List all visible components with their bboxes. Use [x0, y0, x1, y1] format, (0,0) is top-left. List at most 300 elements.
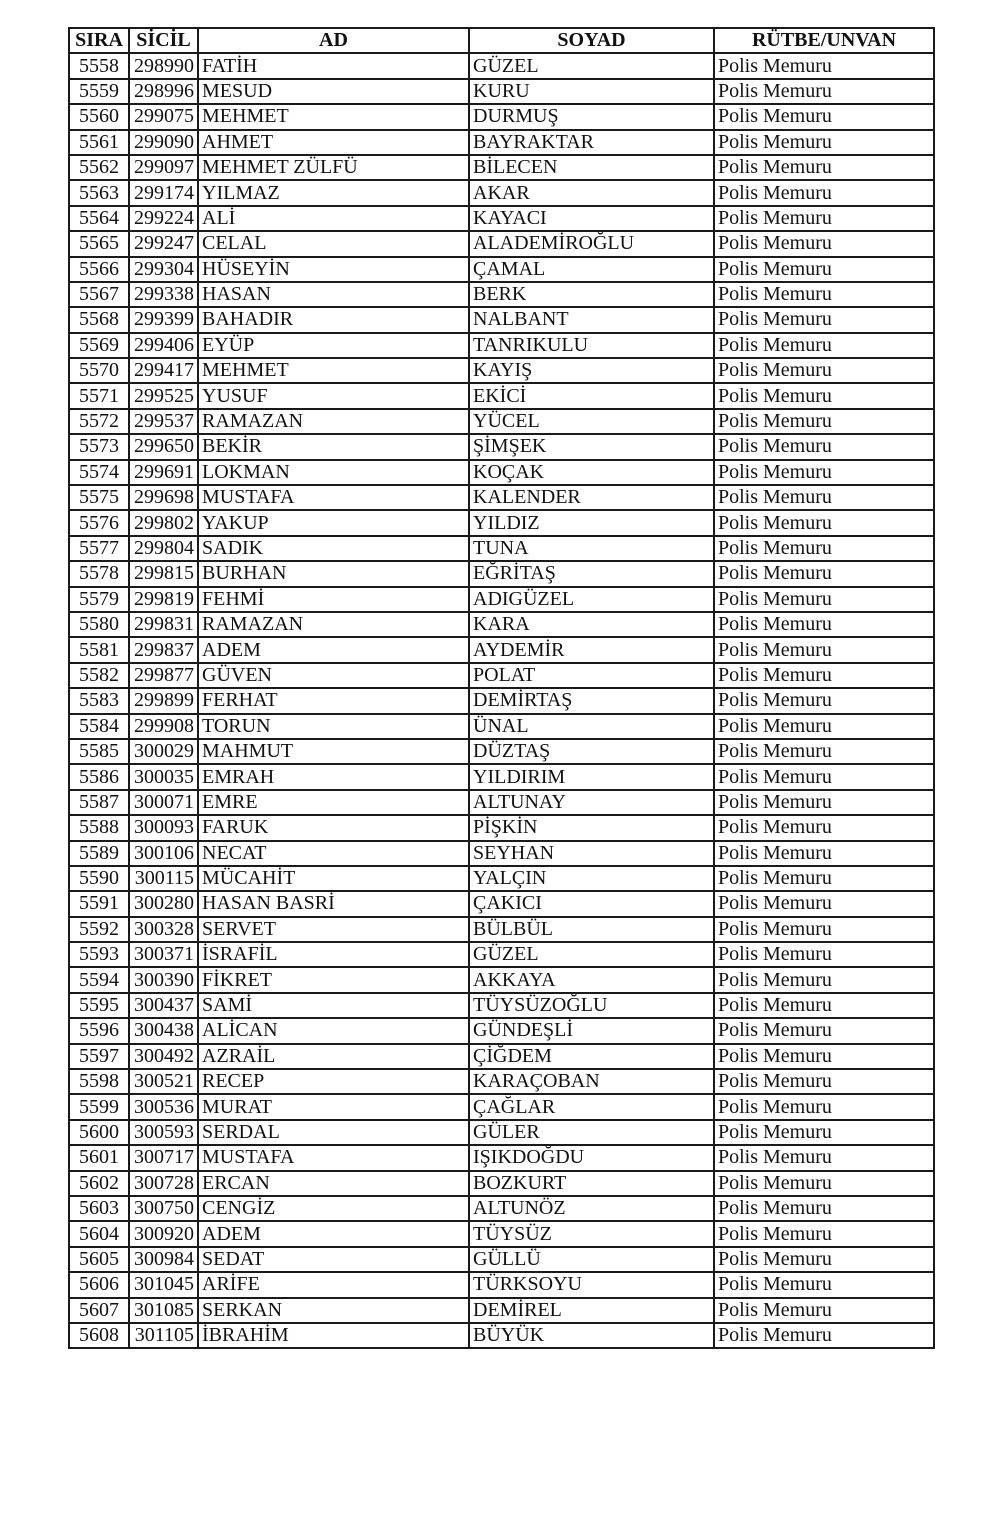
table-row [69, 688, 934, 713]
cell-rutbe: Polis Memuru [714, 358, 934, 383]
cell-sira: 5593 [69, 942, 129, 967]
table-row [69, 587, 934, 612]
cell-soyad: ÇAĞLAR [469, 1094, 714, 1119]
cell-sira: 5590 [69, 866, 129, 891]
cell-soyad: KALENDER [469, 485, 714, 510]
cell-soyad: BOZKURT [469, 1171, 714, 1196]
cell-sicil: 300093 [129, 815, 198, 840]
cell-sira: 5572 [69, 409, 129, 434]
cell-soyad: DURMUŞ [469, 104, 714, 129]
cell-soyad: YILDIRIM [469, 764, 714, 789]
cell-sicil: 300328 [129, 917, 198, 942]
cell-sira: 5603 [69, 1196, 129, 1221]
cell-sicil: 299804 [129, 536, 198, 561]
cell-ad: AHMET [198, 130, 469, 155]
cell-sira: 5584 [69, 714, 129, 739]
cell-soyad: DÜZTAŞ [469, 739, 714, 764]
cell-soyad: NALBANT [469, 307, 714, 332]
table-body [69, 53, 934, 1348]
cell-ad: MUSTAFA [198, 485, 469, 510]
cell-ad: ADEM [198, 637, 469, 662]
cell-sira: 5581 [69, 637, 129, 662]
cell-soyad: EKİCİ [469, 383, 714, 408]
cell-sira: 5561 [69, 130, 129, 155]
table-row [69, 612, 934, 637]
table-row [69, 917, 934, 942]
cell-ad: SERDAL [198, 1120, 469, 1145]
table-row [69, 891, 934, 916]
table-row [69, 79, 934, 104]
cell-rutbe: Polis Memuru [714, 1298, 934, 1323]
cell-rutbe: Polis Memuru [714, 1323, 934, 1348]
table-row [69, 358, 934, 383]
table-row [69, 790, 934, 815]
cell-sicil: 300437 [129, 993, 198, 1018]
cell-rutbe: Polis Memuru [714, 764, 934, 789]
cell-rutbe: Polis Memuru [714, 383, 934, 408]
cell-ad: ADEM [198, 1221, 469, 1246]
cell-ad: BURHAN [198, 561, 469, 586]
table-row [69, 1145, 934, 1170]
cell-soyad: DEMİREL [469, 1298, 714, 1323]
cell-soyad: TÜYSÜZ [469, 1221, 714, 1246]
cell-rutbe: Polis Memuru [714, 130, 934, 155]
cell-sicil: 300521 [129, 1069, 198, 1094]
cell-soyad: TANRIKULU [469, 333, 714, 358]
cell-sira: 5599 [69, 1094, 129, 1119]
cell-rutbe: Polis Memuru [714, 561, 934, 586]
cell-ad: İBRAHİM [198, 1323, 469, 1348]
cell-sira: 5602 [69, 1171, 129, 1196]
header-ad: AD [198, 28, 469, 53]
cell-sira: 5582 [69, 663, 129, 688]
cell-rutbe: Polis Memuru [714, 1018, 934, 1043]
table-row [69, 231, 934, 256]
table-row [69, 1221, 934, 1246]
cell-sicil: 300071 [129, 790, 198, 815]
cell-sicil: 299174 [129, 180, 198, 205]
table-row [69, 307, 934, 332]
cell-rutbe: Polis Memuru [714, 587, 934, 612]
cell-soyad: GÜLLÜ [469, 1247, 714, 1272]
cell-rutbe: Polis Memuru [714, 257, 934, 282]
table-row [69, 383, 934, 408]
cell-sicil: 298990 [129, 53, 198, 78]
table-row [69, 104, 934, 129]
cell-soyad: BÜLBÜL [469, 917, 714, 942]
cell-sicil: 300492 [129, 1044, 198, 1069]
cell-ad: AZRAİL [198, 1044, 469, 1069]
cell-ad: EYÜP [198, 333, 469, 358]
cell-soyad: DEMİRTAŞ [469, 688, 714, 713]
table-row [69, 993, 934, 1018]
table-row [69, 257, 934, 282]
cell-sicil: 299899 [129, 688, 198, 713]
cell-sira: 5604 [69, 1221, 129, 1246]
cell-sira: 5605 [69, 1247, 129, 1272]
cell-ad: BEKİR [198, 434, 469, 459]
cell-rutbe: Polis Memuru [714, 231, 934, 256]
cell-sira: 5570 [69, 358, 129, 383]
cell-sicil: 300750 [129, 1196, 198, 1221]
cell-sira: 5586 [69, 764, 129, 789]
table-row [69, 1323, 934, 1348]
table-row [69, 1272, 934, 1297]
cell-ad: YILMAZ [198, 180, 469, 205]
table-row [69, 409, 934, 434]
cell-sicil: 300717 [129, 1145, 198, 1170]
cell-soyad: KARAÇOBAN [469, 1069, 714, 1094]
cell-ad: MAHMUT [198, 739, 469, 764]
cell-sicil: 299537 [129, 409, 198, 434]
cell-rutbe: Polis Memuru [714, 307, 934, 332]
table-row [69, 460, 934, 485]
cell-sira: 5580 [69, 612, 129, 637]
cell-soyad: GÜNDEŞLİ [469, 1018, 714, 1043]
cell-rutbe: Polis Memuru [714, 1069, 934, 1094]
cell-ad: HASAN [198, 282, 469, 307]
cell-sicil: 300115 [129, 866, 198, 891]
cell-sira: 5565 [69, 231, 129, 256]
table-row [69, 434, 934, 459]
cell-rutbe: Polis Memuru [714, 714, 934, 739]
cell-rutbe: Polis Memuru [714, 104, 934, 129]
cell-ad: CELAL [198, 231, 469, 256]
table-row [69, 637, 934, 662]
table-row [69, 536, 934, 561]
cell-ad: MEHMET ZÜLFÜ [198, 155, 469, 180]
table-row [69, 510, 934, 535]
cell-soyad: TÜYSÜZOĞLU [469, 993, 714, 1018]
cell-ad: FATİH [198, 53, 469, 78]
cell-sicil: 300920 [129, 1221, 198, 1246]
cell-sira: 5562 [69, 155, 129, 180]
cell-sira: 5575 [69, 485, 129, 510]
cell-sicil: 300280 [129, 891, 198, 916]
cell-ad: NECAT [198, 841, 469, 866]
header-sira: SIRA [69, 28, 129, 53]
cell-sira: 5579 [69, 587, 129, 612]
cell-sicil: 299802 [129, 510, 198, 535]
table-row [69, 1171, 934, 1196]
cell-sicil: 299877 [129, 663, 198, 688]
table-row [69, 1044, 934, 1069]
cell-sicil: 299650 [129, 434, 198, 459]
cell-sira: 5585 [69, 739, 129, 764]
cell-sicil: 300984 [129, 1247, 198, 1272]
cell-rutbe: Polis Memuru [714, 815, 934, 840]
cell-sira: 5600 [69, 1120, 129, 1145]
cell-sicil: 299406 [129, 333, 198, 358]
cell-sicil: 299525 [129, 383, 198, 408]
cell-soyad: KAYIŞ [469, 358, 714, 383]
cell-soyad: TÜRKSOYU [469, 1272, 714, 1297]
cell-ad: FEHMİ [198, 587, 469, 612]
table-row [69, 1094, 934, 1119]
cell-soyad: ALTUNÖZ [469, 1196, 714, 1221]
cell-ad: SEDAT [198, 1247, 469, 1272]
cell-sira: 5587 [69, 790, 129, 815]
cell-ad: FERHAT [198, 688, 469, 713]
cell-sicil: 299837 [129, 637, 198, 662]
cell-sicil: 301105 [129, 1323, 198, 1348]
cell-soyad: ÇAMAL [469, 257, 714, 282]
table-row [69, 180, 934, 205]
table-row [69, 1018, 934, 1043]
cell-sira: 5595 [69, 993, 129, 1018]
cell-soyad: AYDEMİR [469, 637, 714, 662]
header-rutbe: RÜTBE/UNVAN [714, 28, 934, 53]
cell-soyad: ÜNAL [469, 714, 714, 739]
cell-ad: HASAN BASRİ [198, 891, 469, 916]
cell-soyad: KOÇAK [469, 460, 714, 485]
cell-rutbe: Polis Memuru [714, 460, 934, 485]
table-row [69, 714, 934, 739]
cell-sicil: 300593 [129, 1120, 198, 1145]
cell-rutbe: Polis Memuru [714, 1171, 934, 1196]
table-row [69, 1196, 934, 1221]
cell-sira: 5558 [69, 53, 129, 78]
cell-sira: 5568 [69, 307, 129, 332]
cell-soyad: AKAR [469, 180, 714, 205]
cell-ad: RAMAZAN [198, 612, 469, 637]
cell-sicil: 299815 [129, 561, 198, 586]
cell-ad: RAMAZAN [198, 409, 469, 434]
cell-soyad: KAYACI [469, 206, 714, 231]
cell-soyad: BİLECEN [469, 155, 714, 180]
cell-soyad: ADIGÜZEL [469, 587, 714, 612]
cell-ad: BAHADIR [198, 307, 469, 332]
cell-soyad: IŞIKDOĞDU [469, 1145, 714, 1170]
table-row [69, 1069, 934, 1094]
cell-soyad: EĞRİTAŞ [469, 561, 714, 586]
table-row [69, 206, 934, 231]
cell-sira: 5592 [69, 917, 129, 942]
cell-soyad: GÜZEL [469, 942, 714, 967]
cell-ad: FARUK [198, 815, 469, 840]
cell-sicil: 299417 [129, 358, 198, 383]
table-row [69, 942, 934, 967]
cell-ad: SADIK [198, 536, 469, 561]
cell-sira: 5563 [69, 180, 129, 205]
cell-ad: HÜSEYİN [198, 257, 469, 282]
cell-ad: LOKMAN [198, 460, 469, 485]
cell-sira: 5597 [69, 1044, 129, 1069]
personnel-table [68, 27, 935, 1349]
cell-soyad: ÇAKICI [469, 891, 714, 916]
cell-sira: 5594 [69, 967, 129, 992]
cell-ad: SAMİ [198, 993, 469, 1018]
cell-sicil: 298996 [129, 79, 198, 104]
cell-soyad: YALÇIN [469, 866, 714, 891]
cell-soyad: SEYHAN [469, 841, 714, 866]
cell-ad: ALİCAN [198, 1018, 469, 1043]
cell-sira: 5606 [69, 1272, 129, 1297]
cell-sicil: 299819 [129, 587, 198, 612]
cell-ad: FİKRET [198, 967, 469, 992]
cell-sira: 5559 [69, 79, 129, 104]
cell-sira: 5569 [69, 333, 129, 358]
cell-sicil: 300035 [129, 764, 198, 789]
cell-rutbe: Polis Memuru [714, 637, 934, 662]
table-row [69, 155, 934, 180]
table-row [69, 764, 934, 789]
table-row [69, 1247, 934, 1272]
cell-rutbe: Polis Memuru [714, 917, 934, 942]
cell-rutbe: Polis Memuru [714, 739, 934, 764]
cell-sira: 5591 [69, 891, 129, 916]
cell-ad: İSRAFİL [198, 942, 469, 967]
table-row [69, 663, 934, 688]
cell-sira: 5589 [69, 841, 129, 866]
cell-ad: RECEP [198, 1069, 469, 1094]
cell-sicil: 299247 [129, 231, 198, 256]
cell-sicil: 300728 [129, 1171, 198, 1196]
cell-rutbe: Polis Memuru [714, 155, 934, 180]
cell-soyad: POLAT [469, 663, 714, 688]
cell-ad: ALİ [198, 206, 469, 231]
cell-rutbe: Polis Memuru [714, 1094, 934, 1119]
cell-ad: EMRAH [198, 764, 469, 789]
cell-rutbe: Polis Memuru [714, 434, 934, 459]
cell-rutbe: Polis Memuru [714, 1145, 934, 1170]
cell-sicil: 300536 [129, 1094, 198, 1119]
cell-ad: MUSTAFA [198, 1145, 469, 1170]
cell-rutbe: Polis Memuru [714, 282, 934, 307]
cell-rutbe: Polis Memuru [714, 1221, 934, 1246]
cell-rutbe: Polis Memuru [714, 53, 934, 78]
cell-ad: CENGİZ [198, 1196, 469, 1221]
cell-soyad: GÜLER [469, 1120, 714, 1145]
cell-rutbe: Polis Memuru [714, 536, 934, 561]
table-row [69, 333, 934, 358]
cell-ad: GÜVEN [198, 663, 469, 688]
cell-rutbe: Polis Memuru [714, 1044, 934, 1069]
cell-ad: ARİFE [198, 1272, 469, 1297]
table-row [69, 282, 934, 307]
cell-rutbe: Polis Memuru [714, 688, 934, 713]
cell-sira: 5577 [69, 536, 129, 561]
cell-soyad: ŞİMŞEK [469, 434, 714, 459]
cell-sicil: 300390 [129, 967, 198, 992]
cell-soyad: AKKAYA [469, 967, 714, 992]
table-row [69, 130, 934, 155]
table-row [69, 739, 934, 764]
cell-sicil: 299399 [129, 307, 198, 332]
cell-rutbe: Polis Memuru [714, 942, 934, 967]
cell-rutbe: Polis Memuru [714, 1247, 934, 1272]
cell-soyad: TUNA [469, 536, 714, 561]
cell-sira: 5573 [69, 434, 129, 459]
cell-rutbe: Polis Memuru [714, 841, 934, 866]
cell-sira: 5571 [69, 383, 129, 408]
cell-soyad: ALTUNAY [469, 790, 714, 815]
cell-rutbe: Polis Memuru [714, 409, 934, 434]
cell-ad: YAKUP [198, 510, 469, 535]
cell-sicil: 299075 [129, 104, 198, 129]
cell-soyad: KURU [469, 79, 714, 104]
cell-ad: MÜCAHİT [198, 866, 469, 891]
cell-rutbe: Polis Memuru [714, 866, 934, 891]
cell-soyad: YILDIZ [469, 510, 714, 535]
cell-sicil: 299908 [129, 714, 198, 739]
cell-rutbe: Polis Memuru [714, 612, 934, 637]
cell-rutbe: Polis Memuru [714, 790, 934, 815]
cell-rutbe: Polis Memuru [714, 485, 934, 510]
header-soyad: SOYAD [469, 28, 714, 53]
cell-rutbe: Polis Memuru [714, 891, 934, 916]
header-row [69, 28, 934, 53]
cell-soyad: BAYRAKTAR [469, 130, 714, 155]
cell-ad: MEHMET [198, 358, 469, 383]
table-row [69, 1120, 934, 1145]
cell-rutbe: Polis Memuru [714, 333, 934, 358]
table-row [69, 485, 934, 510]
cell-soyad: KARA [469, 612, 714, 637]
cell-sicil: 299698 [129, 485, 198, 510]
cell-soyad: PİŞKİN [469, 815, 714, 840]
cell-ad: TORUN [198, 714, 469, 739]
cell-sira: 5560 [69, 104, 129, 129]
cell-soyad: ÇİĞDEM [469, 1044, 714, 1069]
cell-sira: 5566 [69, 257, 129, 282]
cell-sicil: 301045 [129, 1272, 198, 1297]
cell-sicil: 301085 [129, 1298, 198, 1323]
table-row [69, 841, 934, 866]
cell-ad: ERCAN [198, 1171, 469, 1196]
cell-sicil: 299090 [129, 130, 198, 155]
cell-ad: MEHMET [198, 104, 469, 129]
cell-sira: 5588 [69, 815, 129, 840]
cell-soyad: BERK [469, 282, 714, 307]
table-row [69, 53, 934, 78]
cell-ad: SERVET [198, 917, 469, 942]
cell-soyad: BÜYÜK [469, 1323, 714, 1348]
cell-sicil: 300029 [129, 739, 198, 764]
cell-sira: 5564 [69, 206, 129, 231]
cell-rutbe: Polis Memuru [714, 1272, 934, 1297]
cell-sicil: 300371 [129, 942, 198, 967]
cell-sicil: 299304 [129, 257, 198, 282]
cell-sira: 5601 [69, 1145, 129, 1170]
cell-rutbe: Polis Memuru [714, 206, 934, 231]
cell-sira: 5607 [69, 1298, 129, 1323]
cell-sira: 5567 [69, 282, 129, 307]
cell-soyad: GÜZEL [469, 53, 714, 78]
table-row [69, 866, 934, 891]
header-sicil: SİCİL [129, 28, 198, 53]
cell-ad: EMRE [198, 790, 469, 815]
cell-sicil: 300106 [129, 841, 198, 866]
table-row [69, 1298, 934, 1323]
cell-sira: 5598 [69, 1069, 129, 1094]
cell-rutbe: Polis Memuru [714, 993, 934, 1018]
cell-soyad: ALADEMİROĞLU [469, 231, 714, 256]
table-row [69, 815, 934, 840]
cell-soyad: YÜCEL [469, 409, 714, 434]
cell-ad: YUSUF [198, 383, 469, 408]
cell-sira: 5576 [69, 510, 129, 535]
cell-sicil: 299097 [129, 155, 198, 180]
cell-rutbe: Polis Memuru [714, 180, 934, 205]
cell-rutbe: Polis Memuru [714, 1120, 934, 1145]
cell-sira: 5596 [69, 1018, 129, 1043]
cell-ad: MURAT [198, 1094, 469, 1119]
cell-sicil: 299338 [129, 282, 198, 307]
cell-sira: 5608 [69, 1323, 129, 1348]
cell-rutbe: Polis Memuru [714, 1196, 934, 1221]
cell-rutbe: Polis Memuru [714, 79, 934, 104]
